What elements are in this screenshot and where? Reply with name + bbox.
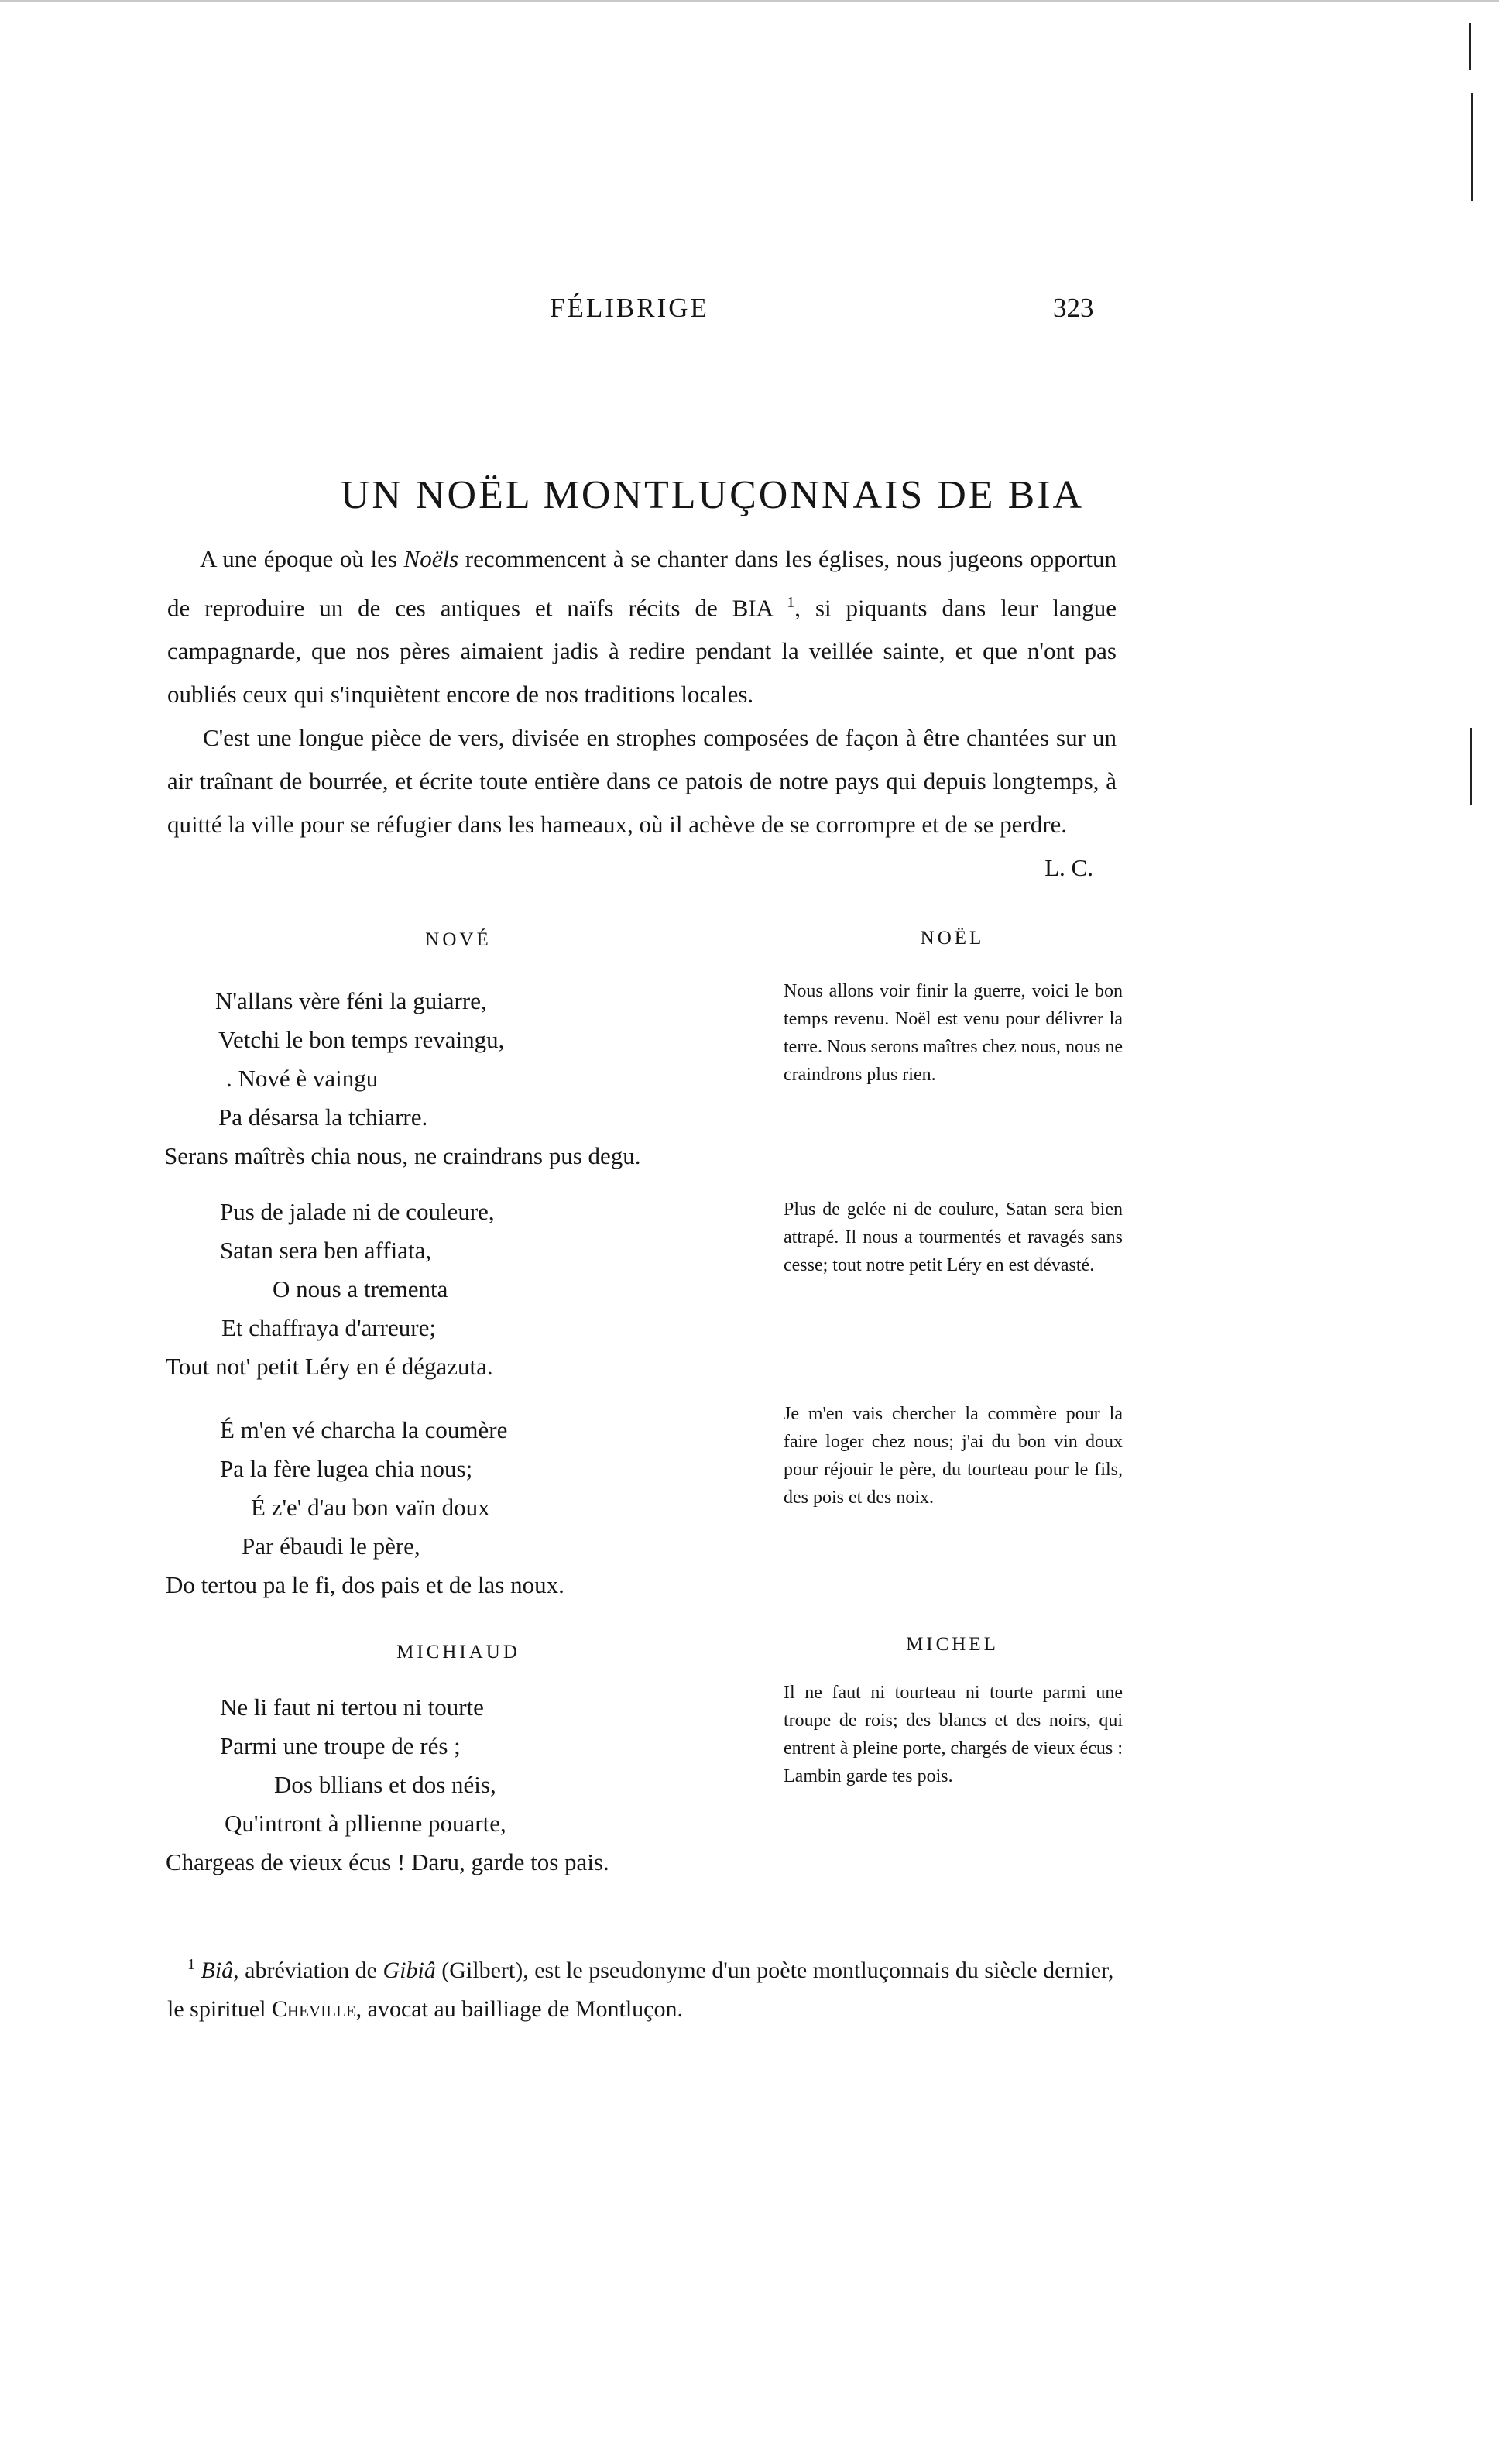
noels-word: Noëls (403, 545, 459, 572)
stanza-1 (164, 982, 641, 1175)
verse-line: Et chaffraya d'arreure; (221, 1314, 436, 1341)
stanza-3 (164, 1411, 564, 1604)
footnote-reference: 1 (787, 594, 795, 611)
introduction (167, 537, 1117, 890)
intro-paragraph-2: C'est une longue pièce de vers, divisée en strophes composées de façon à être chantées sur un air traînant de bourrée, et écrite toute entière dans ce patois de notre pays qui depuis longtemps, à quitté la ville pour se réfugier dans les hameaux, où il achève de se corrompre et de se perdre. L. C. (167, 716, 1117, 846)
footnote-gibia: Gibiâ (382, 1958, 436, 1983)
scan-edge-mark (1471, 93, 1473, 201)
running-head (0, 293, 1499, 339)
stanza-2 (164, 1193, 495, 1386)
translation-4: Il ne faut ni tourteau ni tourte parmi une troupe de rois; des blancs et des noirs, qui entrent à pleine porte, chargés de vieux écus : Lambin garde tes pois. (784, 1683, 1123, 1786)
verse-line: Vetchi le bon temps revaingu, (218, 1026, 505, 1053)
translation-3: Je m'en vais chercher la commère pour la faire loger chez nous; j'ai du bon vin doux pour réjouir le père, du tourteau pour le fils, des pois et des noix. (784, 1404, 1123, 1508)
intro-paragraph-1: A une époque où les Noëls recommencent à se chanter dans les églises, nous jugeons opportun de reproduire un de ces antiques et naïfs récits de BIA $^1$, si piquants dans leur langue campagnarde, que nos pères aimaient jadis à redire pendant la veillée sainte, et que n'ont pas oubliés ceux qui s'inquiètent encore de nos traditions locales. (167, 545, 1117, 709)
verse-line: É m'en vé charcha la coumère (220, 1416, 508, 1443)
verse-line: Chargeas de vieux écus ! Daru, garde tos pais. (166, 1848, 609, 1875)
heading-michiaud: MICHIAUD (396, 1642, 520, 1663)
scan-edge-mark (1470, 728, 1472, 805)
signature: L. C. (1044, 854, 1093, 882)
verse-line: Do tertou pa le fi, dos pais et de las noux. (166, 1571, 564, 1598)
verse-line: Satan sera ben affiata, (220, 1237, 432, 1264)
stanza-4 (164, 1688, 609, 1882)
verse-line: Tout not' petit Léry en é dégazuta. (166, 1353, 493, 1380)
scan-edge-line (0, 0, 1499, 2)
article-title: UN NOËL MONTLUÇONNAIS DE BIA (340, 472, 1085, 517)
verse-line: Serans maîtrès chia nous, ne craindrans pus degu. (164, 1142, 641, 1169)
verse-line: N'allans vère féni la guiarre, (215, 987, 487, 1014)
verse-line: O nous a trementa (273, 1275, 448, 1302)
verse-line: Parmi une troupe de rés ; (220, 1732, 461, 1759)
verse-line: Ne li faut ni tertou ni tourte (220, 1694, 484, 1721)
verse-line: . Nové è vaingu (226, 1065, 379, 1092)
footnote: $^1$ Biâ, abréviation de Gibiâ (Gilbert), est le pseudonyme d'un poète montluçonnais du siècle dernier, le spirituel Cheville, avocat au bailliage de Montluçon. (167, 1956, 1114, 2022)
verse-line: Dos bllians et dos néis, (274, 1771, 496, 1798)
footnote-bia: Biâ (201, 1958, 234, 1983)
verse-line: Par ébaudi le père, (242, 1532, 420, 1560)
verse-line: Pa la fère lugea chia nous; (220, 1455, 473, 1482)
verse-line: É z'e' d'au bon vaïn doux (251, 1494, 490, 1521)
heading-nove: NOVÉ (425, 929, 492, 950)
page-number: 323 (1053, 293, 1094, 323)
footnote-marker: 1 (187, 1956, 195, 1973)
verse-line: Pa désarsa la tchiarre. (218, 1103, 428, 1131)
heading-michel: MICHEL (906, 1634, 999, 1655)
footnote-cheville: Cheville (271, 1996, 356, 2022)
verse-line: Pus de jalade ni de couleure, (220, 1198, 495, 1225)
heading-noel: NOËL (920, 928, 985, 949)
translation-2: Plus de gelée ni de coulure, Satan sera bien attrapé. Il nous a tourmentés et ravagés sans cesse; tout notre petit Léry en est dévasté. (784, 1199, 1123, 1275)
scan-edge-mark (1469, 23, 1471, 70)
verse-line: Qu'intront à pllienne pouarte, (225, 1810, 506, 1837)
running-title: FÉLIBRIGE (550, 293, 709, 323)
translation-1: Nous allons voir finir la guerre, voici le bon temps revenu. Noël est venu pour délivrer la terre. Nous serons maîtres chez nous, nous ne craindrons plus rien. (784, 981, 1123, 1085)
